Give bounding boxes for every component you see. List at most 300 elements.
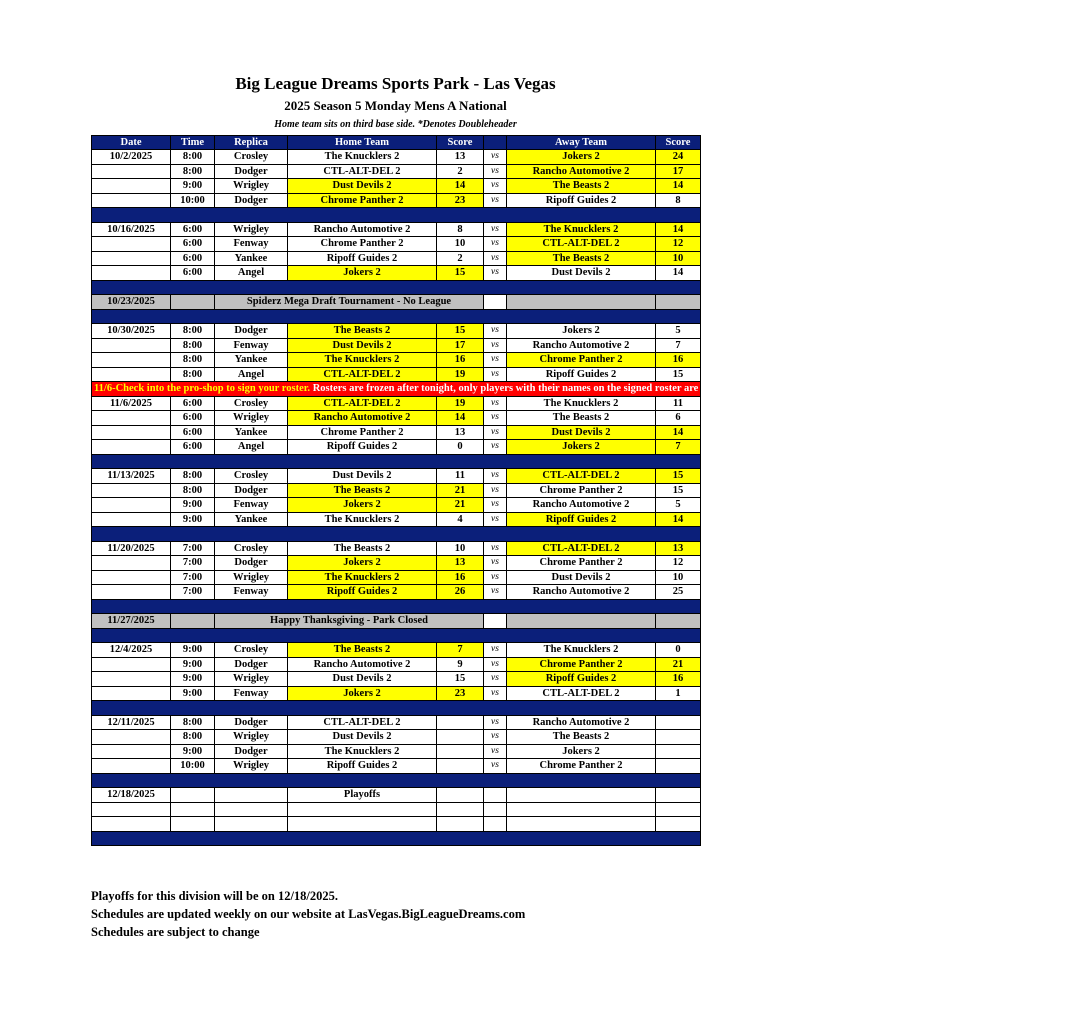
time-cell: 8:00 [171, 338, 215, 353]
separator-cell [92, 280, 701, 295]
date-cell: 12/18/2025 [92, 788, 171, 803]
vs-cell: vs [484, 498, 507, 513]
away-score-cell: 15 [656, 469, 701, 484]
away-team-cell: Dust Devils 2 [507, 266, 656, 281]
game-row [92, 541, 701, 556]
replica-field-cell: Fenway [215, 498, 288, 513]
replica-field-cell: Crosley [215, 541, 288, 556]
home-team-cell: Chrome Panther 2 [288, 237, 437, 252]
home-score-cell: 15 [437, 672, 484, 687]
time-cell: 9:00 [171, 686, 215, 701]
game-row [92, 817, 701, 832]
away-score-cell: 16 [656, 672, 701, 687]
time-cell: 6:00 [171, 237, 215, 252]
header-date: Date [92, 136, 171, 150]
empty-cell [484, 295, 507, 310]
separator-cell [92, 831, 701, 846]
home-team-cell: Dust Devils 2 [288, 469, 437, 484]
away-score-cell: 15 [656, 483, 701, 498]
home-score-cell: 10 [437, 541, 484, 556]
home-score-cell: 9 [437, 657, 484, 672]
empty-cell [656, 614, 701, 629]
header-row [92, 136, 701, 150]
date-cell [92, 512, 171, 527]
empty-cell [484, 614, 507, 629]
vs-cell: vs [484, 672, 507, 687]
time-cell: 7:00 [171, 585, 215, 600]
replica-field-cell: Yankee [215, 353, 288, 368]
away-team-cell: Rancho Automotive 2 [507, 715, 656, 730]
roster-alert-row [92, 382, 701, 397]
vs-cell: vs [484, 396, 507, 411]
away-score-cell: 5 [656, 498, 701, 513]
home-team-cell: Playoffs [288, 788, 437, 803]
vs-cell: vs [484, 715, 507, 730]
home-team-cell: CTL-ALT-DEL 2 [288, 715, 437, 730]
date-cell [92, 440, 171, 455]
date-cell [92, 251, 171, 266]
time-cell: 8:00 [171, 715, 215, 730]
away-team-cell: Chrome Panther 2 [507, 556, 656, 571]
home-score-cell: 16 [437, 570, 484, 585]
header-away-team: Away Team [507, 136, 656, 150]
time-cell: 9:00 [171, 498, 215, 513]
time-cell: 8:00 [171, 150, 215, 165]
separator-cell [92, 773, 701, 788]
home-score-cell: 2 [437, 164, 484, 179]
away-team-cell: The Knucklers 2 [507, 643, 656, 658]
vs-cell: vs [484, 556, 507, 571]
home-score-cell [437, 802, 484, 817]
home-score-cell: 0 [437, 440, 484, 455]
date-cell [92, 585, 171, 600]
home-team-cell [288, 802, 437, 817]
home-team-cell: Rancho Automotive 2 [288, 411, 437, 426]
away-team-cell: Jokers 2 [507, 150, 656, 165]
home-score-cell: 19 [437, 367, 484, 382]
replica-field-cell [215, 802, 288, 817]
date-cell: 10/30/2025 [92, 324, 171, 339]
home-team-cell: Dust Devils 2 [288, 179, 437, 194]
home-team-cell: Jokers 2 [288, 498, 437, 513]
time-cell: 9:00 [171, 643, 215, 658]
footer-website-note: Schedules are updated weekly on our website at LasVegas.BigLeagueDreams.com [91, 907, 526, 921]
replica-field-cell: Yankee [215, 512, 288, 527]
vs-cell: vs [484, 686, 507, 701]
vs-cell: vs [484, 367, 507, 382]
date-cell: 11/13/2025 [92, 469, 171, 484]
date-cell [92, 657, 171, 672]
time-cell: 8:00 [171, 469, 215, 484]
replica-field-cell: Wrigley [215, 672, 288, 687]
date-cell [92, 164, 171, 179]
time-cell [171, 817, 215, 832]
time-cell: 6:00 [171, 440, 215, 455]
home-team-cell: Jokers 2 [288, 266, 437, 281]
time-cell: 8:00 [171, 324, 215, 339]
date-cell [92, 338, 171, 353]
empty-cell [656, 295, 701, 310]
replica-field-cell: Crosley [215, 643, 288, 658]
replica-field-cell: Wrigley [215, 179, 288, 194]
away-score-cell [656, 715, 701, 730]
replica-field-cell: Fenway [215, 585, 288, 600]
time-cell: 9:00 [171, 512, 215, 527]
date-cell [92, 425, 171, 440]
game-row [92, 338, 701, 353]
home-team-cell: Chrome Panther 2 [288, 425, 437, 440]
game-row [92, 324, 701, 339]
home-score-cell: 23 [437, 193, 484, 208]
replica-field-cell: Angel [215, 266, 288, 281]
empty-cell [171, 614, 215, 629]
home-score-cell: 2 [437, 251, 484, 266]
away-score-cell: 8 [656, 193, 701, 208]
alert-text: Rosters are frozen after tonight, only players with their names on the signed roster are eligible for playoffs. Please check carefully as changes will not be made for omissions. [310, 383, 1082, 395]
time-cell: 7:00 [171, 556, 215, 571]
home-team-cell: The Knucklers 2 [288, 353, 437, 368]
away-score-cell: 7 [656, 338, 701, 353]
home-team-cell: Ripoff Guides 2 [288, 251, 437, 266]
game-row [92, 251, 701, 266]
away-score-cell: 16 [656, 353, 701, 368]
vs-cell: vs [484, 150, 507, 165]
vs-cell: vs [484, 469, 507, 484]
replica-field-cell: Dodger [215, 657, 288, 672]
away-team-cell [507, 788, 656, 803]
home-score-cell: 13 [437, 150, 484, 165]
vs-cell: vs [484, 483, 507, 498]
away-team-cell: CTL-ALT-DEL 2 [507, 686, 656, 701]
replica-field-cell: Crosley [215, 396, 288, 411]
game-row [92, 715, 701, 730]
date-cell [92, 179, 171, 194]
week-separator [92, 527, 701, 542]
vs-cell: vs [484, 541, 507, 556]
home-team-cell: Rancho Automotive 2 [288, 657, 437, 672]
replica-field-cell: Wrigley [215, 730, 288, 745]
away-score-cell: 0 [656, 643, 701, 658]
away-score-cell: 11 [656, 396, 701, 411]
home-team-cell: Dust Devils 2 [288, 338, 437, 353]
vs-cell: vs [484, 744, 507, 759]
away-team-cell [507, 817, 656, 832]
home-score-cell: 14 [437, 411, 484, 426]
time-cell [171, 802, 215, 817]
schedule-table [91, 135, 1082, 846]
vs-cell [484, 802, 507, 817]
away-team-cell: Jokers 2 [507, 440, 656, 455]
away-team-cell: CTL-ALT-DEL 2 [507, 469, 656, 484]
away-team-cell: Ripoff Guides 2 [507, 512, 656, 527]
away-score-cell: 14 [656, 179, 701, 194]
time-cell: 10:00 [171, 193, 215, 208]
game-row [92, 353, 701, 368]
away-score-cell: 5 [656, 324, 701, 339]
home-team-cell: The Knucklers 2 [288, 150, 437, 165]
away-team-cell: Chrome Panther 2 [507, 483, 656, 498]
replica-field-cell: Wrigley [215, 411, 288, 426]
away-team-cell: The Knucklers 2 [507, 396, 656, 411]
replica-field-cell: Angel [215, 440, 288, 455]
date-cell: 11/6/2025 [92, 396, 171, 411]
away-score-cell [656, 802, 701, 817]
separator-cell [92, 628, 701, 643]
vs-cell: vs [484, 657, 507, 672]
home-score-cell: 10 [437, 237, 484, 252]
vs-cell: vs [484, 222, 507, 237]
home-team-cell: Jokers 2 [288, 686, 437, 701]
date-cell [92, 193, 171, 208]
header-home-score: Score [437, 136, 484, 150]
date-cell [92, 367, 171, 382]
special-event-row [92, 295, 701, 310]
date-cell [92, 744, 171, 759]
home-score-cell: 8 [437, 222, 484, 237]
replica-field-cell: Angel [215, 367, 288, 382]
replica-field-cell: Dodger [215, 164, 288, 179]
vs-cell: vs [484, 512, 507, 527]
away-score-cell: 14 [656, 266, 701, 281]
vs-cell: vs [484, 266, 507, 281]
week-separator [92, 831, 701, 846]
date-cell [92, 498, 171, 513]
date-cell [92, 483, 171, 498]
vs-cell: vs [484, 164, 507, 179]
date-cell [92, 570, 171, 585]
vs-cell: vs [484, 570, 507, 585]
game-row [92, 222, 701, 237]
home-score-cell: 11 [437, 469, 484, 484]
game-row [92, 179, 701, 194]
home-team-cell: CTL-ALT-DEL 2 [288, 367, 437, 382]
away-team-cell: Dust Devils 2 [507, 570, 656, 585]
time-cell: 7:00 [171, 541, 215, 556]
vs-cell: vs [484, 338, 507, 353]
away-score-cell: 24 [656, 150, 701, 165]
footer-change-note: Schedules are subject to change [91, 925, 260, 939]
game-row [92, 802, 701, 817]
away-score-cell: 10 [656, 251, 701, 266]
vs-cell: vs [484, 425, 507, 440]
time-cell: 6:00 [171, 222, 215, 237]
away-team-cell: CTL-ALT-DEL 2 [507, 541, 656, 556]
event-text: Happy Thanksgiving - Park Closed [215, 614, 484, 629]
page-title: Big League Dreams Sports Park - Las Vegas [235, 74, 556, 93]
date-cell [92, 759, 171, 774]
vs-cell: vs [484, 251, 507, 266]
vs-cell: vs [484, 585, 507, 600]
date-cell [92, 730, 171, 745]
vs-cell: vs [484, 411, 507, 426]
date-cell [92, 353, 171, 368]
vs-cell [484, 788, 507, 803]
home-team-cell: Ripoff Guides 2 [288, 759, 437, 774]
away-score-cell: 12 [656, 556, 701, 571]
home-team-cell: The Knucklers 2 [288, 744, 437, 759]
away-score-cell: 14 [656, 425, 701, 440]
replica-field-cell: Wrigley [215, 759, 288, 774]
home-team-cell: The Knucklers 2 [288, 570, 437, 585]
game-row [92, 193, 701, 208]
date-cell [92, 556, 171, 571]
replica-field-cell: Dodger [215, 556, 288, 571]
game-row [92, 164, 701, 179]
time-cell: 9:00 [171, 744, 215, 759]
away-team-cell: Rancho Automotive 2 [507, 164, 656, 179]
game-row [92, 237, 701, 252]
vs-cell [484, 817, 507, 832]
home-score-cell: 26 [437, 585, 484, 600]
away-team-cell: The Beasts 2 [507, 251, 656, 266]
replica-field-cell: Fenway [215, 686, 288, 701]
time-cell: 6:00 [171, 396, 215, 411]
footer-playoffs-note: Playoffs for this division will be on 12/18/2025. [91, 889, 339, 903]
schedule-body [92, 150, 1082, 846]
time-cell: 8:00 [171, 164, 215, 179]
time-cell: 7:00 [171, 570, 215, 585]
vs-cell: vs [484, 179, 507, 194]
separator-cell [92, 701, 701, 716]
away-score-cell [656, 744, 701, 759]
away-team-cell: The Beasts 2 [507, 411, 656, 426]
date-cell [92, 802, 171, 817]
away-score-cell: 14 [656, 512, 701, 527]
away-score-cell: 13 [656, 541, 701, 556]
replica-field-cell [215, 817, 288, 832]
game-row [92, 367, 701, 382]
game-row [92, 440, 701, 455]
away-team-cell: The Beasts 2 [507, 730, 656, 745]
away-team-cell: Rancho Automotive 2 [507, 585, 656, 600]
time-cell: 8:00 [171, 483, 215, 498]
empty-cell [507, 614, 656, 629]
home-team-cell: The Beasts 2 [288, 643, 437, 658]
vs-cell: vs [484, 730, 507, 745]
away-score-cell [656, 730, 701, 745]
time-cell: 8:00 [171, 367, 215, 382]
home-team-cell: Ripoff Guides 2 [288, 585, 437, 600]
time-cell: 9:00 [171, 179, 215, 194]
game-row [92, 469, 701, 484]
replica-field-cell: Fenway [215, 237, 288, 252]
home-score-cell [437, 730, 484, 745]
game-row [92, 686, 701, 701]
away-score-cell [656, 759, 701, 774]
replica-field-cell: Wrigley [215, 222, 288, 237]
week-separator [92, 454, 701, 469]
away-score-cell: 7 [656, 440, 701, 455]
away-team-cell: Chrome Panther 2 [507, 353, 656, 368]
home-score-cell: 15 [437, 324, 484, 339]
replica-field-cell: Yankee [215, 251, 288, 266]
home-score-cell: 19 [437, 396, 484, 411]
away-score-cell [656, 817, 701, 832]
game-row [92, 483, 701, 498]
away-score-cell: 12 [656, 237, 701, 252]
away-team-cell: The Beasts 2 [507, 179, 656, 194]
away-team-cell: Dust Devils 2 [507, 425, 656, 440]
week-separator [92, 599, 701, 614]
game-row [92, 411, 701, 426]
home-score-cell: 21 [437, 483, 484, 498]
home-score-cell: 16 [437, 353, 484, 368]
date-cell [92, 672, 171, 687]
away-team-cell: Chrome Panther 2 [507, 657, 656, 672]
away-score-cell: 17 [656, 164, 701, 179]
vs-cell: vs [484, 237, 507, 252]
home-team-cell: Jokers 2 [288, 556, 437, 571]
away-score-cell: 15 [656, 367, 701, 382]
home-team-cell: Chrome Panther 2 [288, 193, 437, 208]
time-cell: 6:00 [171, 251, 215, 266]
home-score-cell: 17 [437, 338, 484, 353]
roster-alert [92, 382, 1082, 397]
date-cell [92, 686, 171, 701]
header-replica: Replica [215, 136, 288, 150]
away-score-cell [656, 788, 701, 803]
date-cell: 10/23/2025 [92, 295, 171, 310]
game-row [92, 744, 701, 759]
vs-cell: vs [484, 759, 507, 774]
date-cell: 11/27/2025 [92, 614, 171, 629]
header-away-score: Score [656, 136, 701, 150]
alert-prefix: 11/6-Check into the pro-shop to sign your roster. [94, 383, 311, 395]
special-event-row [92, 614, 701, 629]
game-row [92, 672, 701, 687]
away-team-cell: Jokers 2 [507, 324, 656, 339]
game-row [92, 759, 701, 774]
week-separator [92, 773, 701, 788]
replica-field-cell: Fenway [215, 338, 288, 353]
home-score-cell: 15 [437, 266, 484, 281]
home-score-cell [437, 788, 484, 803]
away-score-cell: 6 [656, 411, 701, 426]
away-team-cell: Ripoff Guides 2 [507, 367, 656, 382]
game-row [92, 556, 701, 571]
week-separator [92, 280, 701, 295]
game-row [92, 730, 701, 745]
home-score-cell: 23 [437, 686, 484, 701]
vs-cell: vs [484, 643, 507, 658]
away-team-cell: Chrome Panther 2 [507, 759, 656, 774]
event-text: Spiderz Mega Draft Tournament - No League [215, 295, 484, 310]
date-cell [92, 411, 171, 426]
home-team-cell: Dust Devils 2 [288, 730, 437, 745]
game-row [92, 788, 701, 803]
away-team-cell: Ripoff Guides 2 [507, 193, 656, 208]
home-team-cell: CTL-ALT-DEL 2 [288, 396, 437, 411]
away-team-cell: Ripoff Guides 2 [507, 672, 656, 687]
empty-cell [507, 295, 656, 310]
away-team-cell: Rancho Automotive 2 [507, 498, 656, 513]
away-score-cell: 10 [656, 570, 701, 585]
time-cell: 8:00 [171, 353, 215, 368]
replica-field-cell [215, 788, 288, 803]
home-team-cell: The Beasts 2 [288, 483, 437, 498]
week-separator [92, 628, 701, 643]
vs-cell: vs [484, 440, 507, 455]
date-cell: 10/16/2025 [92, 222, 171, 237]
home-team-cell: Dust Devils 2 [288, 672, 437, 687]
game-row [92, 570, 701, 585]
home-score-cell: 13 [437, 425, 484, 440]
away-team-cell [507, 802, 656, 817]
date-cell [92, 817, 171, 832]
game-row [92, 498, 701, 513]
home-team-cell: Ripoff Guides 2 [288, 440, 437, 455]
time-cell: 6:00 [171, 266, 215, 281]
